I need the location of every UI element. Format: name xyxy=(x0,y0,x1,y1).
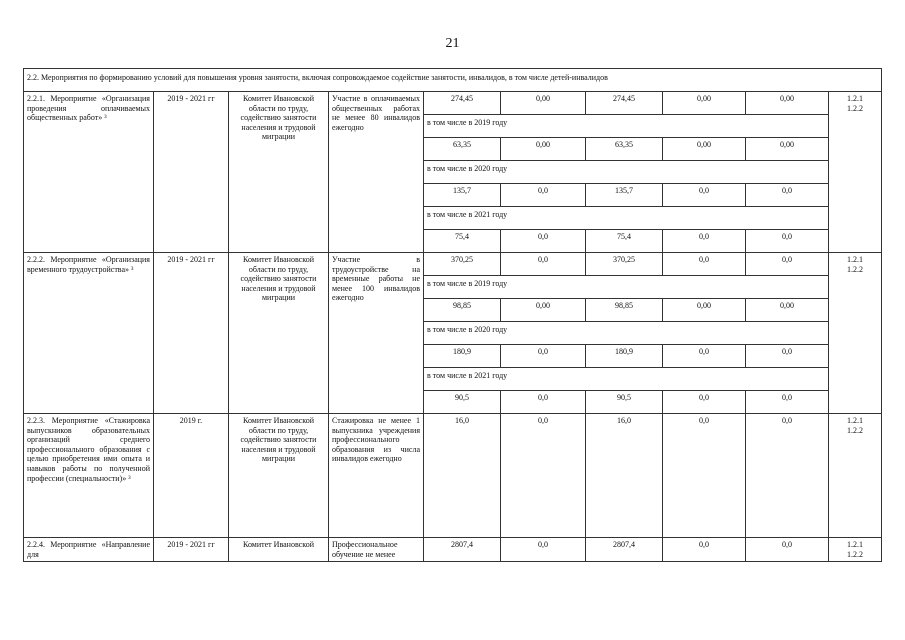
federal-value: 0,0 xyxy=(501,230,586,253)
measure-period: 2019 г. xyxy=(154,414,229,538)
total-value: 98,85 xyxy=(424,299,501,322)
regional-value: 16,0 xyxy=(586,414,663,538)
table-row xyxy=(24,414,882,538)
federal-value: 0,00 xyxy=(501,299,586,322)
federal-value: 0,0 xyxy=(501,345,586,368)
table-row xyxy=(24,92,882,115)
measure-name: 2.2.1. Мероприятие «Организация проведения оплачиваемых общественных работ» ³ xyxy=(24,92,154,253)
measure-executor: Комитет Ивановской xyxy=(229,538,329,562)
measure-period: 2019 - 2021 гг xyxy=(154,92,229,253)
indicator-codes: 1.2.1 1.2.2 xyxy=(829,92,882,253)
measure-period: 2019 - 2021 гг xyxy=(154,538,229,562)
federal-value: 0,0 xyxy=(501,184,586,207)
regional-value: 180,9 xyxy=(586,345,663,368)
total-value: 370,25 xyxy=(424,253,501,276)
local-value: 0,0 xyxy=(663,414,746,538)
other-value: 0,0 xyxy=(746,538,829,562)
indicator-codes: 1.2.1 1.2.2 xyxy=(829,414,882,538)
table-row xyxy=(24,538,882,562)
year-label: в том числе в 2021 году xyxy=(424,368,829,391)
local-value: 0,0 xyxy=(663,184,746,207)
regional-value: 2807,4 xyxy=(586,538,663,562)
table-row xyxy=(24,253,882,276)
measure-name: 2.2.2. Мероприятие «Организация временного трудоустройства» ³ xyxy=(24,253,154,414)
federal-value: 0,0 xyxy=(501,391,586,414)
indicator-codes: 1.2.1 1.2.2 xyxy=(829,538,882,562)
other-value: 0,0 xyxy=(746,184,829,207)
year-label: в том числе в 2021 году xyxy=(424,207,829,230)
other-value: 0,0 xyxy=(746,253,829,276)
measure-result: Профессиональное обучение не менее xyxy=(329,538,424,562)
other-value: 0,0 xyxy=(746,230,829,253)
local-value: 0,0 xyxy=(663,345,746,368)
local-value: 0,00 xyxy=(663,92,746,115)
regional-value: 98,85 xyxy=(586,299,663,322)
federal-value: 0,0 xyxy=(501,538,586,562)
local-value: 0,0 xyxy=(663,253,746,276)
indicator-codes: 1.2.1 1.2.2 xyxy=(829,253,882,414)
total-value: 16,0 xyxy=(424,414,501,538)
other-value: 0,00 xyxy=(746,92,829,115)
other-value: 0,0 xyxy=(746,391,829,414)
total-value: 63,35 xyxy=(424,138,501,161)
local-value: 0,0 xyxy=(663,230,746,253)
year-label: в том числе в 2020 году xyxy=(424,322,829,345)
section-header-row xyxy=(24,69,882,92)
local-value: 0,00 xyxy=(663,299,746,322)
total-value: 90,5 xyxy=(424,391,501,414)
total-value: 180,9 xyxy=(424,345,501,368)
federal-value: 0,00 xyxy=(501,92,586,115)
measures-table xyxy=(23,68,882,562)
measure-name: 2.2.3. Мероприятие «Стажировка выпускников образовательных организаций среднего профессионального образования с целью приобретения ими опыта и навыков работы по полученной профессии (специальности)» ³ xyxy=(24,414,154,538)
regional-value: 370,25 xyxy=(586,253,663,276)
total-value: 75,4 xyxy=(424,230,501,253)
other-value: 0,00 xyxy=(746,299,829,322)
measure-name: 2.2.4. Мероприятие «Направление для xyxy=(24,538,154,562)
total-value: 274,45 xyxy=(424,92,501,115)
measure-executor: Комитет Ивановской области по труду, содействию занятости населения и трудовой миграции xyxy=(229,253,329,414)
local-value: 0,0 xyxy=(663,538,746,562)
regional-value: 75,4 xyxy=(586,230,663,253)
measure-result: Участие в трудоустройстве на временные работы не менее 100 инвалидов ежегодно xyxy=(329,253,424,414)
federal-value: 0,0 xyxy=(501,414,586,538)
other-value: 0,0 xyxy=(746,345,829,368)
total-value: 135,7 xyxy=(424,184,501,207)
regional-value: 90,5 xyxy=(586,391,663,414)
measure-executor: Комитет Ивановской области по труду, содействию занятости населения и трудовой миграции xyxy=(229,414,329,538)
local-value: 0,0 xyxy=(663,391,746,414)
measure-result: Стажировка не менее 1 выпускника учреждения профессионального образования из числа инвалидов ежегодно xyxy=(329,414,424,538)
section-header: 2.2. Мероприятия по формированию условий для повышения уровня занятости, включая сопровождаемое содействие занятости, инвалидов, в том числе детей-инвалидов xyxy=(24,69,882,92)
federal-value: 0,0 xyxy=(501,253,586,276)
regional-value: 135,7 xyxy=(586,184,663,207)
federal-value: 0,00 xyxy=(501,138,586,161)
measure-executor: Комитет Ивановской области по труду, содействию занятости населения и трудовой миграции xyxy=(229,92,329,253)
measure-period: 2019 - 2021 гг xyxy=(154,253,229,414)
regional-value: 63,35 xyxy=(586,138,663,161)
year-label: в том числе в 2020 году xyxy=(424,161,829,184)
other-value: 0,00 xyxy=(746,138,829,161)
year-label: в том числе в 2019 году xyxy=(424,115,829,138)
total-value: 2807,4 xyxy=(424,538,501,562)
local-value: 0,00 xyxy=(663,138,746,161)
year-label: в том числе в 2019 году xyxy=(424,276,829,299)
measure-result: Участие в оплачиваемых общественных работах не менее 80 инвалидов ежегодно xyxy=(329,92,424,253)
page-number: 21 xyxy=(445,36,460,51)
regional-value: 274,45 xyxy=(586,92,663,115)
other-value: 0,0 xyxy=(746,414,829,538)
